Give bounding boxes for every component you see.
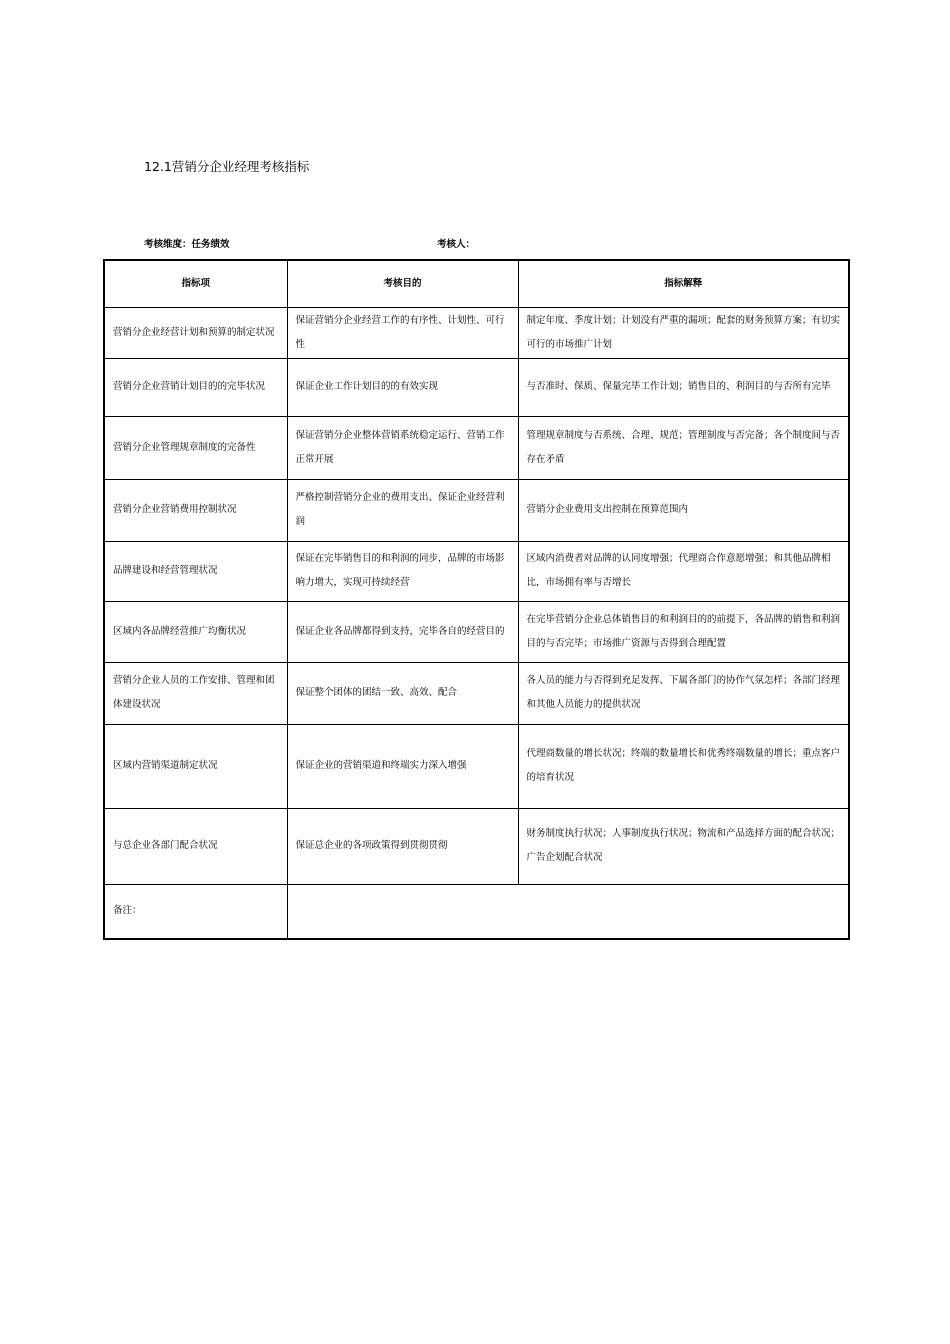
table-row [104,662,849,724]
remarks-value [287,884,849,939]
row-explanation: 各人员的能力与否得到充足发挥、下属各部门的协作气氛怎样；各部门经理和其他人员能力的提供状况 [518,662,849,724]
row-item: 营销分企业人员的工作安排、管理和团体建设状况 [104,662,287,724]
row-item: 营销分企业经营计划和预算的制定状况 [104,307,287,358]
row-purpose: 保证在完毕销售目的和利润的同步，品牌的市场影响力增大，实现可持续经营 [287,541,518,601]
row-item: 与总企业各部门配合状况 [104,808,287,884]
table-row [104,358,849,416]
row-purpose: 保证营销分企业经营工作的有序性、计划性、可行性 [287,307,518,358]
row-explanation: 制定年度、季度计划；计划没有严重的漏项；配套的财务预算方案；有切实可行的市场推广计划 [518,307,849,358]
row-explanation: 管理规章制度与否系统、合理、规范；管理制度与否完备；各个制度间与否存在矛盾 [518,416,849,479]
table-row [104,307,849,358]
assessment-dimension-label: 考核维度：任务绩效 [144,239,230,250]
row-purpose: 保证营销分企业整体营销系统稳定运行、营销工作正常开展 [287,416,518,479]
table-row [104,808,849,884]
row-explanation: 代理商数量的增长状况；终端的数量增长和优秀终端数量的增长；重点客户的培育状况 [518,724,849,808]
row-purpose: 保证企业的营销渠道和终端实力深入增强 [287,724,518,808]
row-purpose: 保证总企业的各项政策得到贯彻贯彻 [287,808,518,884]
remarks-label: 备注： [104,884,287,939]
table-row [104,601,849,662]
page-title: 12.1营销分企业经理考核指标 [144,159,310,174]
table-row [104,479,849,541]
table-row [104,416,849,479]
row-purpose: 严格控制营销分企业的费用支出、保证企业经营利润 [287,479,518,541]
row-item: 区域内各品牌经营推广均衡状况 [104,601,287,662]
header-assessment-purpose: 考核目的 [287,260,518,307]
kpi-table [103,259,850,940]
header-indicator-explanation: 指标解释 [518,260,849,307]
row-purpose: 保证企业工作计划目的的有效实现 [287,358,518,416]
row-item: 品牌建设和经营管理状况 [104,541,287,601]
row-item: 营销分企业管理规章制度的完备性 [104,416,287,479]
row-explanation: 与否准时、保质、保量完毕工作计划；销售目的、利润目的与否所有完毕 [518,358,849,416]
row-explanation: 财务制度执行状况；人事制度执行状况；物流和产品选择方面的配合状况；广告企划配合状况 [518,808,849,884]
row-purpose: 保证整个团体的团结一致、高效、配合 [287,662,518,724]
assessor-label: 考核人： [437,239,476,250]
row-explanation: 营销分企业费用支出控制在预算范围内 [518,479,849,541]
row-item: 营销分企业营销计划目的的完毕状况 [104,358,287,416]
row-purpose: 保证企业各品牌都得到支持，完毕各自的经营目的 [287,601,518,662]
remarks-row [104,884,849,939]
table-row [104,541,849,601]
row-explanation: 在完毕营销分企业总体销售目的和利润目的的前提下，各品牌的销售和利润目的与否完毕；市场推广资源与否得到合理配置 [518,601,849,662]
table-row [104,724,849,808]
header-indicator-item: 指标项 [104,260,287,307]
table-header-row [104,260,849,307]
row-item: 营销分企业营销费用控制状况 [104,479,287,541]
row-item: 区域内营销渠道制定状况 [104,724,287,808]
row-explanation: 区域内消费者对品牌的认同度增强；代理商合作意愿增强；和其他品牌相比，市场拥有率与否增长 [518,541,849,601]
